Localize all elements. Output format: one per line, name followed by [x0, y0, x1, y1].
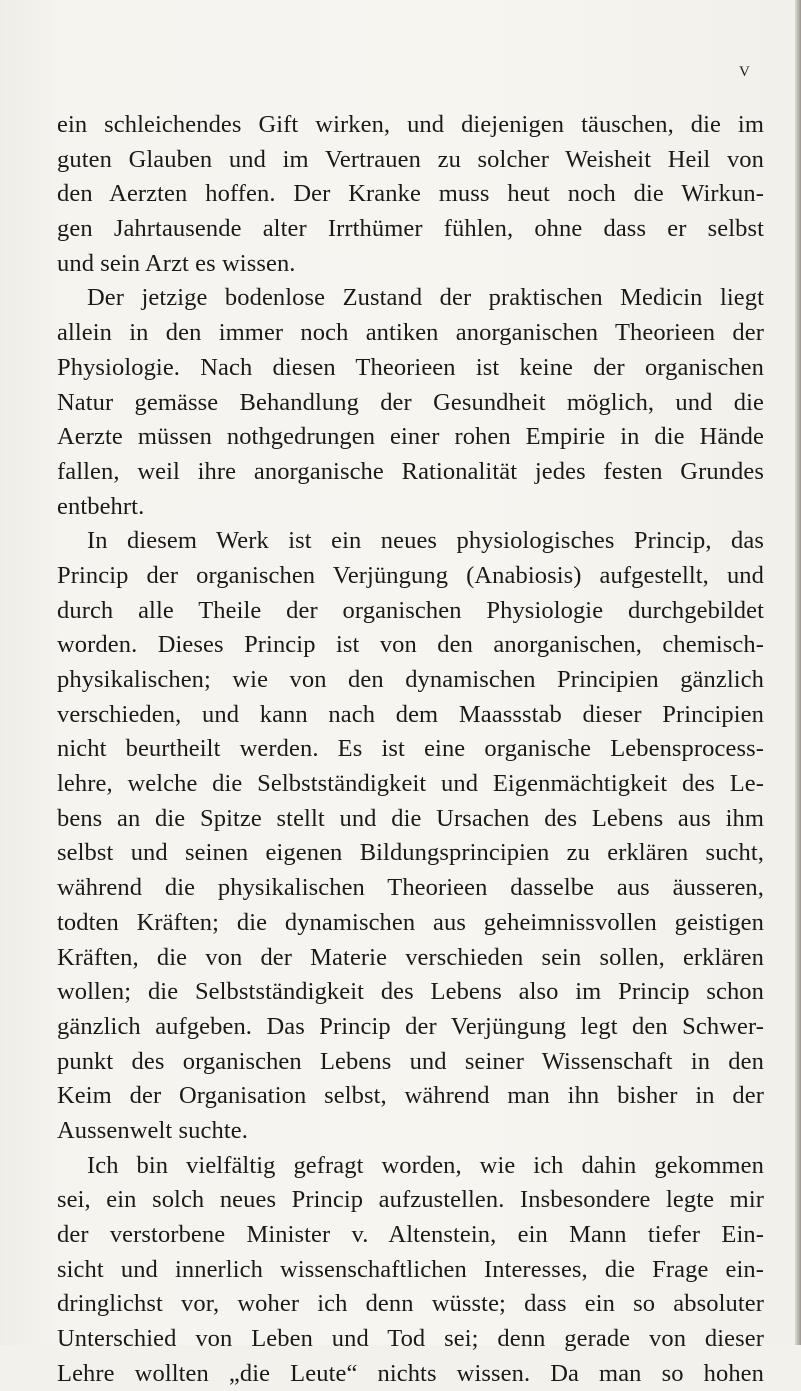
text-line: Aerzte müssen nothgedrungen einer rohen Empirie in die Hände	[57, 423, 764, 451]
text-line: gen Jahrtausende alter Irrthümer fühlen, ohne dass er selbst	[57, 215, 764, 243]
page-number: V	[739, 64, 750, 80]
body-text	[57, 108, 764, 1391]
text-line: Princip der organischen Verjüngung (Anabiosis) aufgestellt, und	[57, 561, 764, 589]
text-line: Aussenwelt suchte.	[57, 1116, 248, 1144]
text-line: Unterschied von Leben und Tod sei; denn gerade von dieser	[57, 1325, 764, 1353]
text-line: lehre, welche die Selbstständigkeit und Eigenmächtigkeit des Le-	[57, 770, 764, 798]
text-line: Ich bin vielfältig gefragt worden, wie ich dahin gekommen	[87, 1151, 764, 1179]
text-line: punkt des organischen Lebens und seiner Wissenschaft in den	[57, 1047, 764, 1075]
text-line: In diesem Werk ist ein neues physiologisches Princip, das	[87, 527, 764, 555]
page-edge-shadow	[795, 0, 801, 1345]
text-line: allein in den immer noch antiken anorganischen Theorieen der	[57, 319, 764, 347]
text-line: Natur gemässe Behandlung der Gesundheit möglich, und die	[57, 388, 764, 416]
text-line: Kräften, die von der Materie verschieden sein sollen, erklären	[57, 943, 764, 971]
text-line: entbehrt.	[57, 492, 145, 520]
text-line: der verstorbene Minister v. Altenstein, ein Mann tiefer Ein-	[57, 1221, 764, 1248]
text-line: todten Kräften; die dynamischen aus geheimnissvollen geistigen	[57, 908, 764, 936]
text-line: selbst und seinen eigenen Bildungsprincipien zu erklären sucht,	[57, 839, 764, 867]
text-line: bens an die Spitze stellt und die Ursachen des Lebens aus ihm	[57, 804, 764, 832]
text-line: nicht beurtheilt werden. Es ist eine organische Lebensprocess-	[57, 735, 764, 763]
text-line: und sein Arzt es wissen.	[57, 249, 296, 277]
text-line: ein schleichendes Gift wirken, und diejenigen täuschen, die im	[57, 111, 764, 138]
text-line: sicht und innerlich wissenschaftlichen Interesses, die Frage ein-	[57, 1255, 764, 1283]
text-line: fallen, weil ihre anorganische Rationalität jedes festen Grundes	[57, 457, 764, 485]
text-line: Der jetzige bodenlose Zustand der praktischen Medicin liegt	[87, 284, 764, 312]
text-line: verschieden, und kann nach dem Maassstab dieser Principien	[57, 700, 764, 728]
text-line: den Aerzten hoffen. Der Kranke muss heut noch die Wirkun-	[57, 180, 764, 208]
text-line: dringlichst vor, woher ich denn wüsste; dass ein so absoluter	[57, 1290, 764, 1318]
text-line: wollen; die Selbstständigkeit des Lebens also im Princip schon	[57, 978, 764, 1006]
text-line: Keim der Organisation selbst, während man ihn bisher in der	[57, 1082, 764, 1110]
text-line: Lehre wollten „die Leute“ nichts wissen. Da man so hohen	[57, 1359, 764, 1387]
text-line: worden. Dieses Princip ist von den anorganischen, chemisch-	[57, 631, 764, 659]
text-line: guten Glauben und im Vertrauen zu solcher Weisheit Heil von	[57, 145, 764, 173]
text-line: sei, ein solch neues Princip aufzustellen. Insbesondere legte mir	[57, 1186, 764, 1214]
text-line: gänzlich aufgeben. Das Princip der Verjüngung legt den Schwer-	[57, 1012, 764, 1040]
text-line: Physiologie. Nach diesen Theorieen ist keine der organischen	[57, 353, 764, 381]
text-line: durch alle Theile der organischen Physiologie durchgebildet	[57, 596, 764, 624]
text-line: während die physikalischen Theorieen dasselbe aus äusseren,	[57, 874, 764, 902]
text-line: physikalischen; wie von den dynamischen Principien gänzlich	[57, 666, 764, 693]
